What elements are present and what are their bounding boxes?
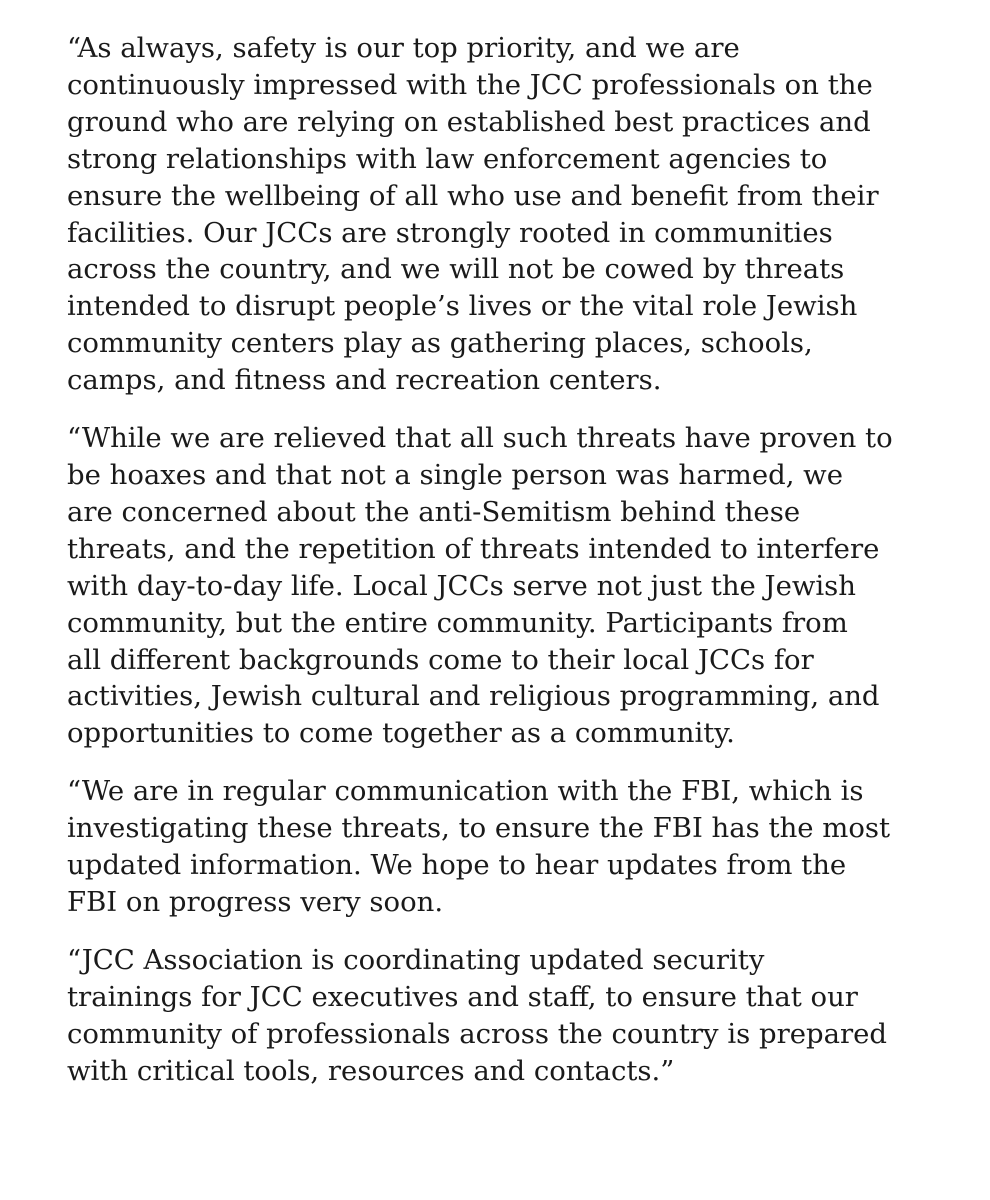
paragraph-security-trainings	[67, 942, 947, 1090]
text-line: strong relationships with law enforcement agencies to	[67, 142, 828, 175]
text-line: all different backgrounds come to their local JCCs for	[67, 643, 814, 676]
text-line: camps, and fitness and recreation centers.	[67, 364, 662, 397]
text-line: facilities. Our JCCs are strongly rooted in communities	[67, 216, 833, 249]
paragraph-hoaxes-concern	[67, 420, 947, 752]
text-line: trainings for JCC executives and staff, to ensure that our	[67, 980, 858, 1013]
text-line: community centers play as gathering places, schools,	[67, 327, 813, 360]
text-line: continuously impressed with the JCC professionals on the	[67, 68, 873, 101]
paragraph-fbi-communication	[67, 773, 947, 921]
text-line: FBI on progress very soon.	[67, 885, 444, 918]
text-line: investigating these threats, to ensure the FBI has the most	[67, 812, 891, 845]
paragraph-safety-priority	[67, 30, 947, 399]
text-line: intended to disrupt people’s lives or the vital role Jewish	[67, 290, 858, 323]
statement-document	[67, 30, 947, 1110]
text-line: “As always, safety is our top priority, and we are	[67, 32, 740, 64]
text-line: ground who are relying on established best practices and	[67, 105, 871, 138]
text-line: are concerned about the anti-Semitism behind these	[67, 495, 801, 528]
text-line: threats, and the repetition of threats intended to interfere	[67, 532, 880, 565]
text-line: updated information. We hope to hear updates from the	[67, 849, 847, 882]
text-line: with day-to-day life. Local JCCs serve not just the Jewish	[67, 569, 857, 602]
text-line: “While we are relieved that all such threats have proven to	[67, 422, 893, 455]
text-line: with critical tools, resources and contacts.”	[67, 1054, 675, 1087]
text-line: ensure the wellbeing of all who use and benefit from their	[67, 179, 879, 212]
text-line: “We are in regular communication with the FBI, which is	[67, 775, 864, 808]
text-line: across the country, and we will not be cowed by threats	[67, 253, 845, 286]
text-line: “JCC Association is coordinating updated security	[67, 943, 765, 976]
text-line: community, but the entire community. Participants from	[67, 606, 848, 639]
text-line: community of professionals across the country is prepared	[67, 1017, 888, 1050]
text-line: be hoaxes and that not a single person was harmed, we	[67, 458, 843, 491]
text-line: opportunities to come together as a community.	[67, 717, 735, 750]
text-line: activities, Jewish cultural and religious programming, and	[67, 680, 880, 713]
